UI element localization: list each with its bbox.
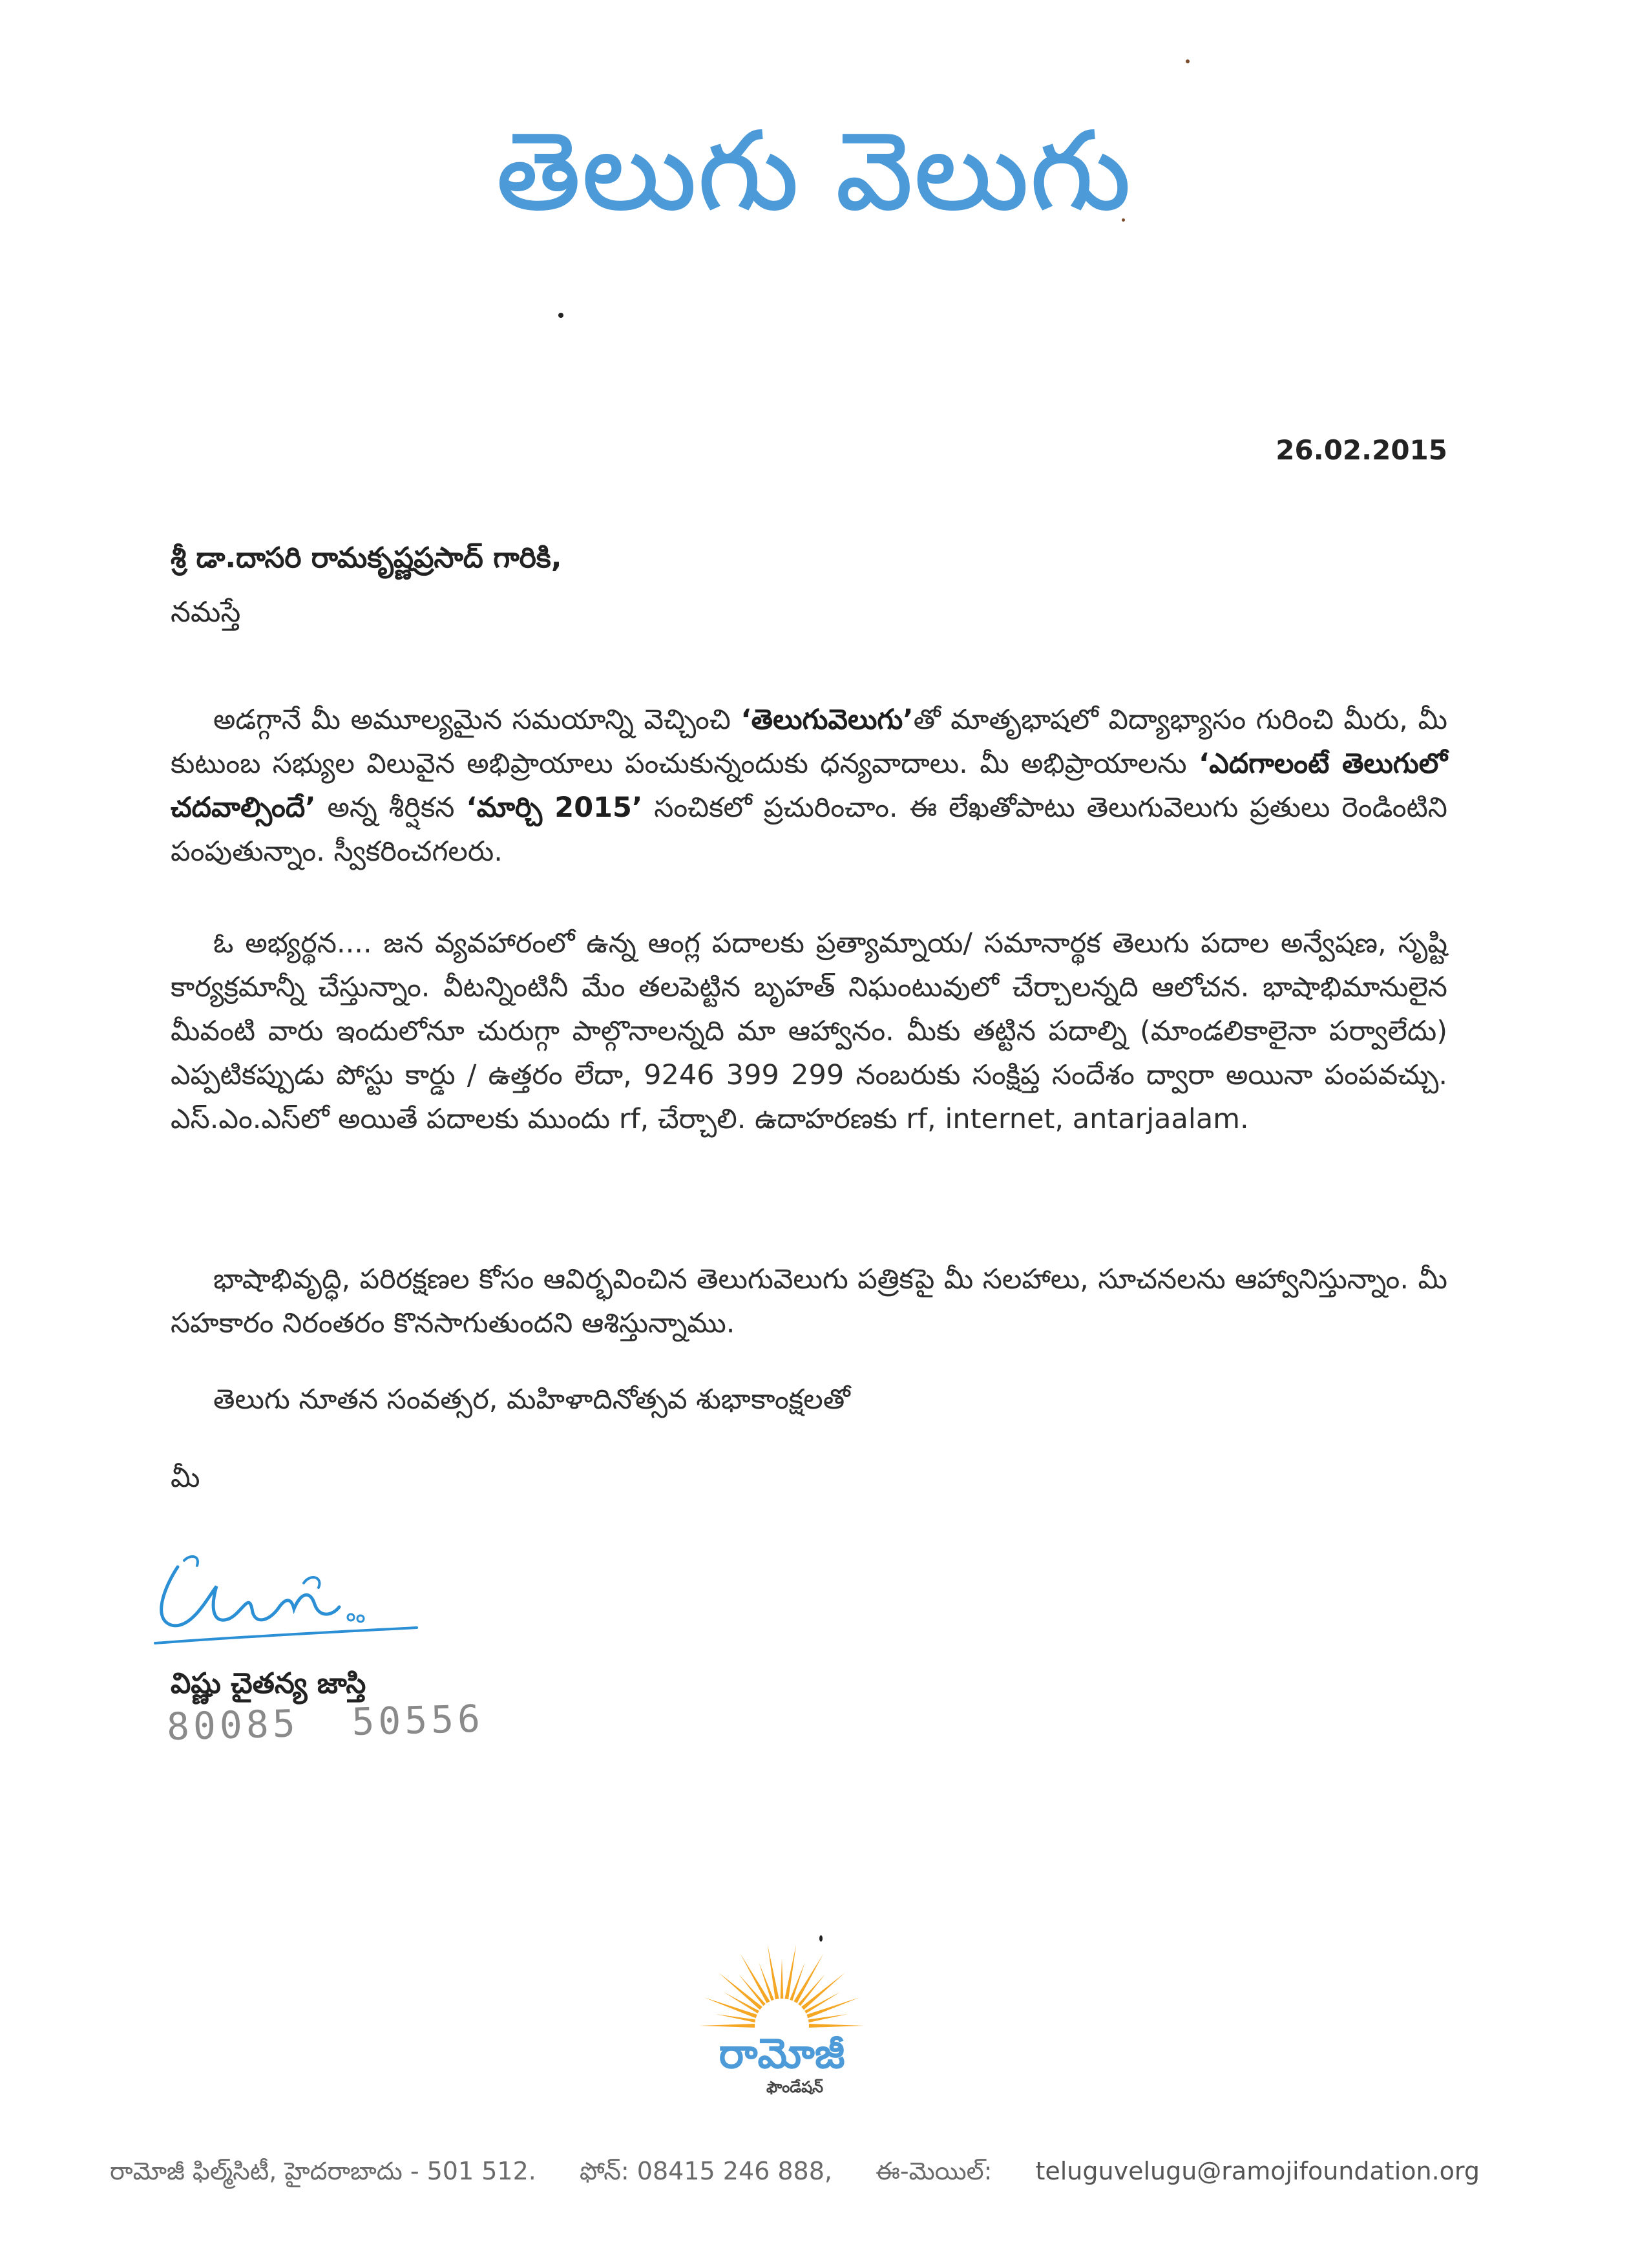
paragraph-1 (171, 698, 1447, 874)
sun-ray (699, 2024, 755, 2028)
sun-ray (781, 1958, 784, 1999)
paragraph-2: ఓ అభ్యర్థన.... జన వ్యవహారంలో ఉన్న ఆంగ్ల పదాలకు ప్రత్యామ్నాయ/ సమానార్థక తెలుగు పదాల అన్వేషణ, సృష్టి కార్యక్రమాన్నీ చేస్తున్నాం. వీటన్నింటినీ మేం తలపెట్టిన బృహత్ నిఘంటువులో చేర్చాలన్నది ఆలోచన. భాషాభిమానులైన మీవంటి వారు ఇందులోనూ చురుగ్గా పాల్గొనాలన్నది మా ఆహ్వానం. మీకు తట్టిన పదాల్ని (మాండలికాలైనా పర్వాలేదు) ఎప్పటికప్పుడు పోస్టు కార్డు / ఉత్తరం లేదా, 9246 399 299 నంబరుకు సంక్షిప్త సందేశం ద్వారా అయినా పంపవచ్చు. ఎస్.ఎం.ఎస్‌లో అయితే పదాలకు ముందు rf, చేర్చాలి. ఉదాహరణకు rf, internet, antarjaalam. (171, 927, 1447, 1135)
paragraph-3: భాషాభివృద్ధి, పరిరక్షణల కోసం ఆవిర్భవించిన తెలుగువెలుగు పత్రికపై మీ సలహాలు, సూచనలను ఆహ్వానిస్తున్నాం. మీ సహకారం నిరంతరం కొనసాగుతుందని ఆశిస్తున్నాము. (171, 1263, 1447, 1339)
masthead-title: తెలుగు వెలుగు (496, 108, 1133, 235)
sun-rays-icon (699, 1944, 865, 2028)
sun-ray (719, 1973, 762, 2010)
letterhead-footer (110, 2157, 1480, 2192)
letter-date: 26.02.2015 (1276, 434, 1447, 466)
paragraph-4: తెలుగు నూతన సంవత్సర, మహిళాదినోత్సవ శుభాకాంక్షలతో (213, 1383, 850, 1416)
issue-name-bold: ‘మార్చి 2015’ (466, 792, 643, 824)
paper-speck (558, 313, 563, 318)
greeting: నమస్తే (171, 596, 241, 629)
closing: మీ (171, 1462, 200, 1494)
footer-email: teluguvelugu@ramojifoundation.org (1035, 2157, 1480, 2185)
sun-ray (801, 1973, 845, 2010)
ramoji-foundation-logo (688, 1938, 876, 2100)
sun-ray (809, 2024, 865, 2028)
paragraph-1-text-c: అన్న శీర్షికన (315, 792, 467, 824)
signature (145, 1548, 430, 1657)
magazine-name-bold: ‘తెలుగువెలుగు’ (740, 704, 914, 736)
masthead (388, 97, 1241, 246)
paper-speck (1186, 59, 1190, 63)
article-title-bold: ‘ఎదగాలంటే తెలుగులో చదవాల్సిందే’ (171, 748, 1447, 824)
footer-address: రామోజీ ఫిల్మ్‌సిటీ, హైదరాబాదు - 501 512. (110, 2157, 536, 2185)
paragraph-1-text-a: అడగ్గానే మీ అమూల్యమైన సమయాన్ని వెచ్చించి (213, 704, 741, 736)
footer-email-label: ఈ-మెయిల్: (876, 2157, 993, 2185)
paragraph-1-text-b: తో మాతృభాషలో విద్యాభ్యాసం గురించి మీరు, మీ కుటుంబ సభ్యుల విలువైన అభిప్రాయాలు పంచుకున్నందుకు ధన్యవాదాలు. మీ అభిప్రాయాలను (171, 704, 1448, 780)
footer-phone: ఫోన్: 08415 246 888, (579, 2157, 832, 2185)
logo-name: రామోజీ (719, 2030, 845, 2078)
logo-subtitle: ఫౌండేషన్ (766, 2078, 824, 2096)
signer-name: విష్ణు చైతన్య జాస్తి (171, 1667, 366, 1700)
addressee: శ్రీ డా.దాసరి రామకృష్ణప్రసాద్ గారికి, (171, 541, 562, 574)
handwritten-phone-number: 80085 50556 (166, 1696, 485, 1749)
paragraph-1-text-d: సంచికలో ప్రచురించాం. ఈ లేఖతోపాటు తెలుగువెలుగు ప్రతులు రెండింటిని పంపుతున్నాం. స్వీకరించగలరు. (171, 792, 1447, 868)
